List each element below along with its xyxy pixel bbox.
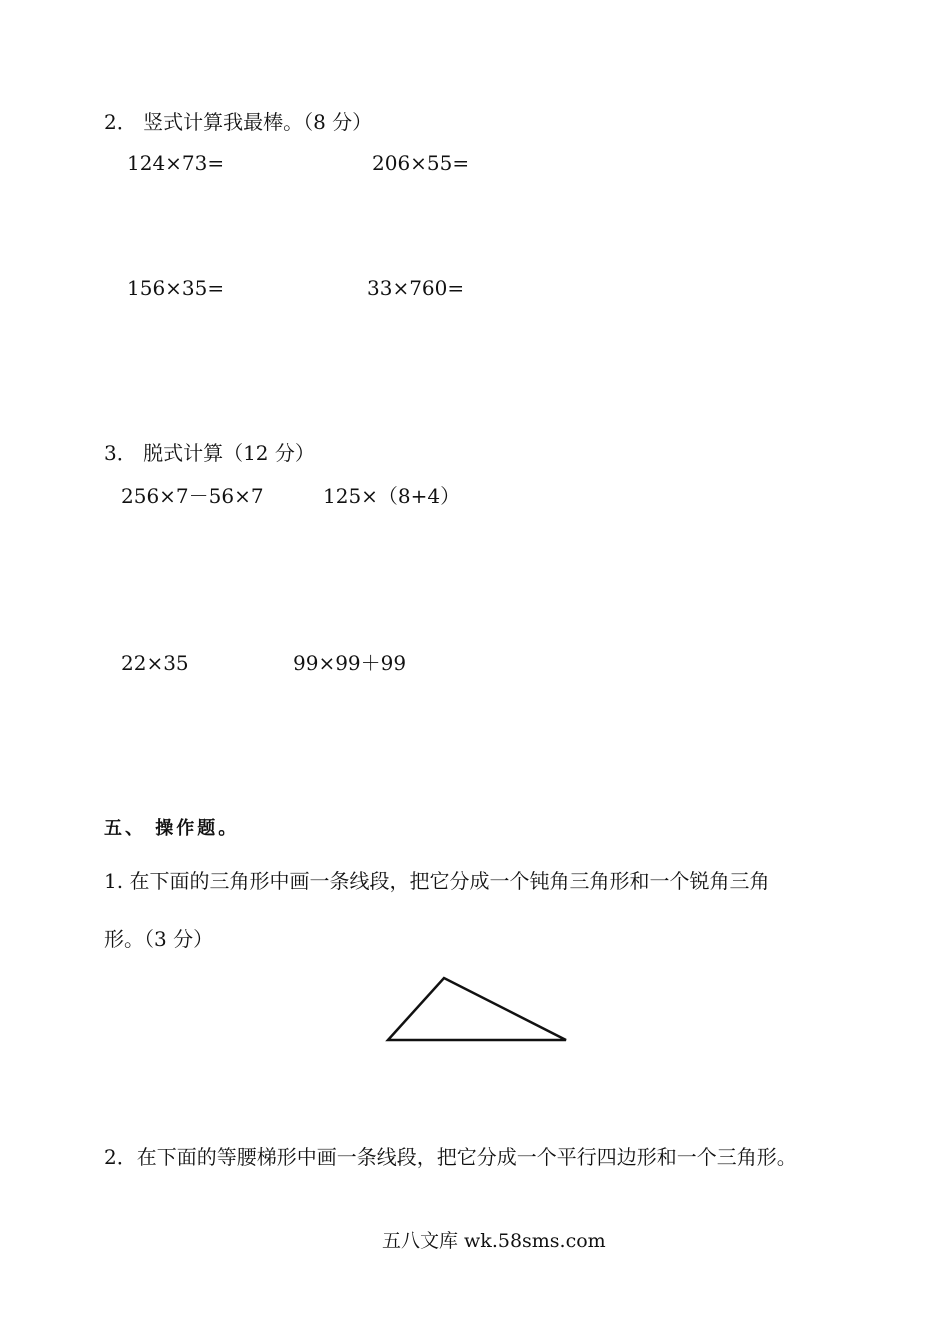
problem-125x-8-plus-4: 125×（8+4）	[323, 484, 461, 508]
operation-item-1-line-2: 形。（3 分）	[104, 927, 214, 951]
operation-item-1-line-1: 1. 在下面的三角形中画一条线段，把它分成一个钝角三角形和一个锐角三角	[104, 869, 770, 893]
question-3-heading: 3． 脱式计算（12 分）	[104, 441, 315, 465]
problem-33x760: 33×760=	[367, 276, 465, 300]
problem-156x35: 156×35=	[127, 276, 225, 300]
question-2-heading: 2． 竖式计算我最棒。（8 分）	[104, 110, 373, 134]
triangle-figure	[380, 970, 575, 1050]
triangle-outline	[388, 978, 566, 1040]
section-5-heading: 五、 操作题。	[104, 818, 240, 839]
problem-99x99-plus-99: 99×99＋99	[293, 651, 407, 675]
operation-item-2: 2．在下面的等腰梯形中画一条线段，把它分成一个平行四边形和一个三角形。	[104, 1145, 797, 1169]
problem-22x35: 22×35	[121, 651, 189, 675]
problem-256x7-minus-56x7: 256×7－56×7	[121, 484, 264, 508]
problem-206x55: 206×55=	[372, 151, 470, 175]
page-footer: 五八文库 wk.58sms.com	[382, 1230, 606, 1252]
problem-124x73: 124×73=	[127, 151, 225, 175]
